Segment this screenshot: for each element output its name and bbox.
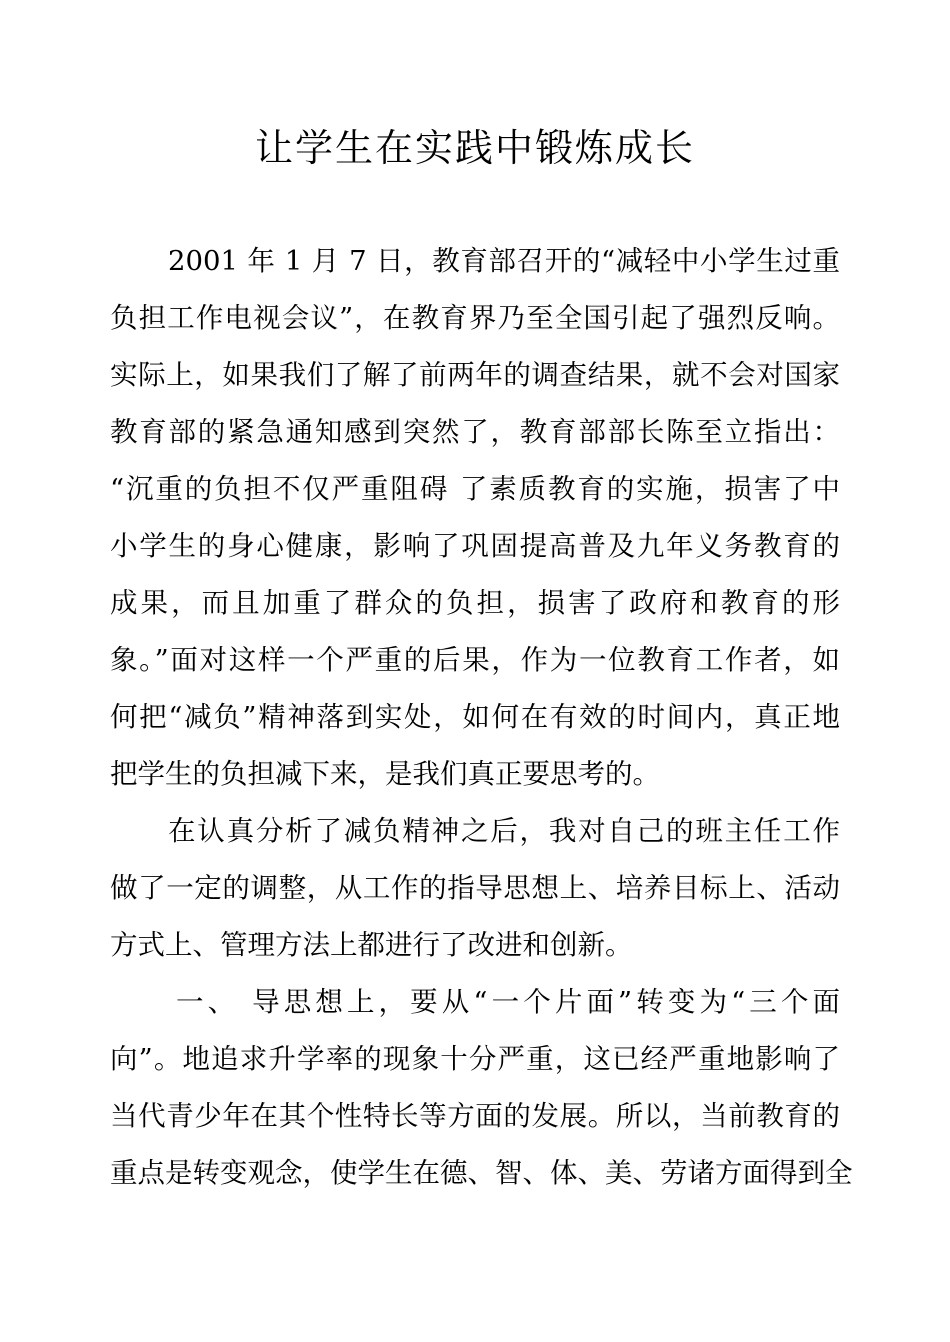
paragraph-1-line-3: 实际上，如果我们了解了前两年的调查结果，就不会对国家 bbox=[110, 359, 840, 391]
paragraph-1-line-9: 何把“减负”精神落到实处，如何在有效的时间内，真正地 bbox=[110, 701, 840, 733]
paragraph-3-line-1: 一、 导思想上，要从“一个片面”转变为“三个面 bbox=[176, 986, 840, 1018]
paragraph-1-line-2: 负担工作电视会议”，在教育界乃至全国引起了强烈反响。 bbox=[110, 302, 840, 334]
paragraph-2-line-2: 做了一定的调整，从工作的指导思想上、培养目标上、活动 bbox=[110, 872, 840, 904]
paragraph-2-line-3: 方式上、管理方法上都进行了改进和创新。 bbox=[110, 929, 633, 961]
paragraph-1-line-7: 成果，而且加重了群众的负担，损害了政府和教育的形 bbox=[110, 587, 840, 619]
paragraph-3-line-2: 向”。地追求升学率的现象十分严重，这已经严重地影响了 bbox=[110, 1043, 840, 1075]
paragraph-3-line-3: 当代青少年在其个性特长等方面的发展。所以，当前教育的 bbox=[110, 1100, 840, 1132]
paragraph-1-line-5: “沉重的负担不仅严重阻碍 了素质教育的实施，损害了中 bbox=[110, 473, 840, 505]
paragraph-2-line-1: 在认真分析了减负精神之后，我对自己的班主任工作 bbox=[168, 815, 840, 847]
paragraph-1-line-4: 教育部的紧急通知感到突然了，教育部部长陈至立指出： bbox=[110, 416, 840, 448]
document-title: 让学生在实践中锻炼成长 bbox=[254, 126, 695, 170]
paragraph-1-line-1: 2001 年 1 月 7 日，教育部召开的“减轻中小学生过重 bbox=[168, 245, 840, 277]
paragraph-1-line-10: 把学生的负担减下来，是我们真正要思考的。 bbox=[110, 758, 660, 790]
paragraph-1-line-8: 象。”面对这样一个严重的后果，作为一位教育工作者，如 bbox=[110, 644, 840, 676]
paragraph-1-line-6: 小学生的身心健康，影响了巩固提高普及九年义务教育的 bbox=[110, 530, 840, 562]
paragraph-3-line-4: 重点是转变观念，使学生在德、智、体、美、劳诸方面得到全 bbox=[110, 1157, 853, 1189]
